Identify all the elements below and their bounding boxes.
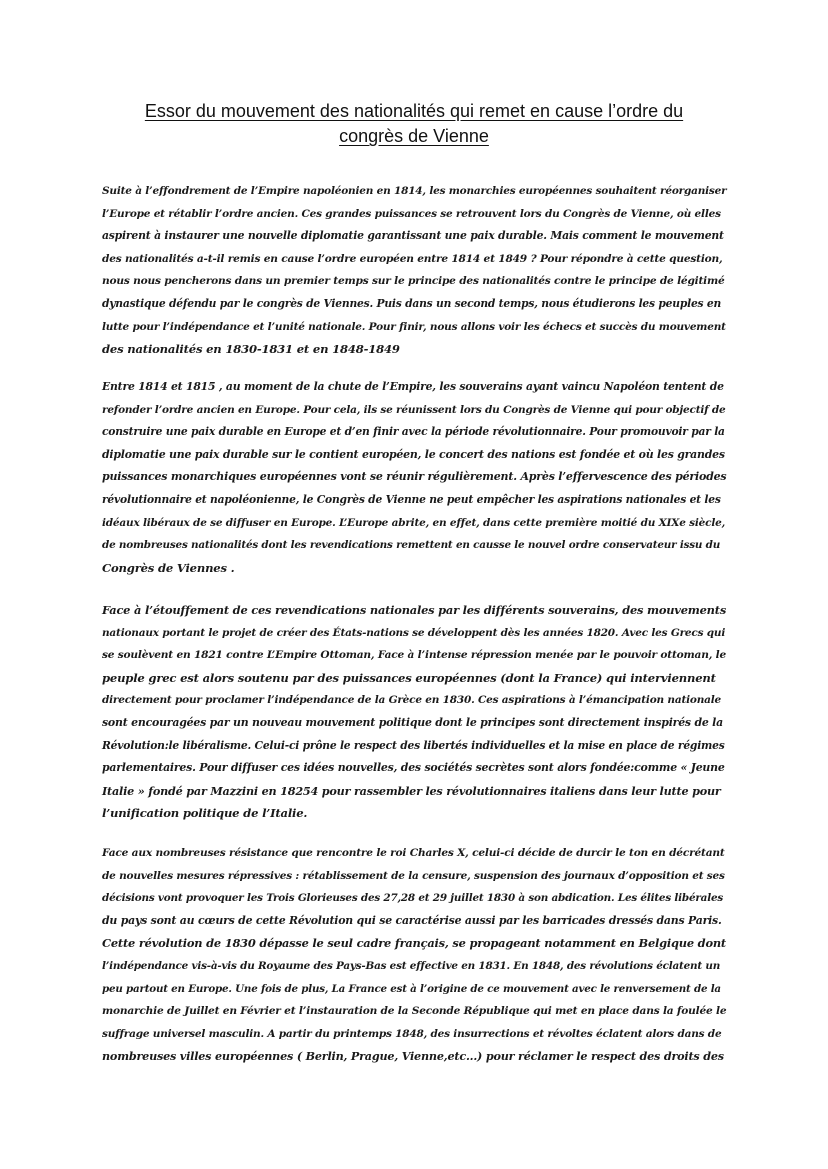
page-title: [100, 99, 728, 149]
text-line: décisions vont provoquer les Trois Glorieuses des 27,28 et 29 juillet 1830 à son abdication. Les élites libérales: [102, 892, 723, 905]
text-line: des nationalités a-t-il remis en cause l’ordre européen entre 1814 et 1849 ? Pour répondre à cette question,: [102, 252, 723, 265]
text-line: Congrès de Viennes .: [102, 560, 235, 575]
text-line: aspirent à instaurer une nouvelle diplomatie garantissant une paix durable. Mais comment le mouvement: [102, 229, 724, 243]
text-line: Cette révolution de 1830 dépasse le seul cadre français, se propageant notamment en Belgique dont: [102, 936, 726, 951]
text-line: idéaux libéraux de se diffuser en Europe. L’Europe abrite, en effet, dans cette première moitié du XIXe siècle,: [102, 516, 726, 529]
paragraph-introduction: [102, 180, 726, 361]
text-line: Face aux nombreuses résistance que rencontre le roi Charles X, celui-ci décide de durcir le ton en décrétant: [102, 847, 725, 859]
text-line: sont encouragées par un nouveau mouvement politique dont le principes sont directement inspirés de la: [102, 715, 723, 729]
text-line: Italie » fondé par Mazzini en 18254 pour rassembler les révolutionnaires italiens dans leur lutte pour: [102, 783, 721, 798]
text-line: se soulèvent en 1821 contre L’Empire Ottoman, Face à l’intense répression menée par le pouvoir ottoman, le: [102, 649, 727, 662]
text-line: l’unification politique de l’Italie.: [102, 806, 308, 821]
paragraph-mouvements-nationaux: [102, 599, 726, 825]
text-line: des nationalités en 1830-1831 et en 1848-1849: [102, 342, 400, 357]
text-line: Face à l’étouffement de ces revendications nationales par les différents souverains, des mouvements: [102, 603, 727, 617]
text-line: construire une paix durable en Europe et d’en finir avec la période révolutionnaire. Pour promouvoir par la: [102, 425, 725, 439]
text-line: directement pour proclamer l’indépendance de la Grèce en 1830. Ces aspirations à l’émancipation nationale: [102, 694, 722, 707]
text-line: nombreuses villes européennes ( Berlin, Prague, Vienne,etc...) pour réclamer le respect des droits des: [102, 1049, 724, 1064]
text-line: Suite à l’effondrement de l’Empire napoléonien en 1814, les monarchies européennes souhaitent réorganiser: [102, 185, 727, 197]
text-line: l’indépendance vis-à-vis du Royaume des Pays-Bas est effective en 1831. En 1848, des révolutions éclatent un: [102, 959, 721, 972]
paragraph-congres-vienne: [102, 376, 726, 579]
title-line-2: congrès de Vienne: [339, 126, 489, 146]
text-line: refonder l’ordre ancien en Europe. Pour cela, ils se réunissent lors du Congrès de Vienne qui pour objectif de: [102, 403, 726, 416]
text-line: de nouvelles mesures répressives : rétablissement de la censure, suspension des journaux d’opposition et ses: [102, 869, 725, 882]
text-line: peuple grec est alors soutenu par des puissances européennes (dont la France) qui interviennent: [102, 670, 716, 685]
title-line-1: Essor du mouvement des nationalités qui remet en cause l’ordre du: [144, 101, 684, 121]
text-line: Entre 1814 et 1815 , au moment de la chute de l’Empire, les souverains ayant vaincu Napoléon tentent de: [102, 380, 724, 393]
text-line: monarchie de Juillet en Février et l’instauration de la Seconde République qui met en place dans la foulée le: [102, 1005, 727, 1018]
paragraph-revolutions: [102, 842, 726, 1068]
text-line: diplomatie une paix durable sur le contient européen, le concert des nations est fondée et où les grandes: [102, 447, 725, 461]
text-line: nous nous pencherons dans un premier temps sur le principe des nationalités contre le principe de légitimé: [102, 275, 725, 288]
text-line: du pays sont au cœurs de cette Révolution qui se caractérise aussi par les barricades dressés dans Paris.: [102, 913, 722, 927]
text-line: l’Europe et rétablir l’ordre ancien. Ces grandes puissances se retrouvent lors du Congrès de Vienne, où elles: [102, 207, 721, 220]
text-line: nationaux portant le projet de créer des États-nations se développent dès les années 1820. Avec les Grecs qui: [102, 626, 726, 639]
text-line: peu partout en Europe. Une fois de plus, La France est à l’origine de ce mouvement avec le renversement de la: [102, 982, 721, 995]
text-line: de nombreuses nationalités dont les revendications remettent en causse le nouvel ordre conservateur issu du: [102, 539, 721, 552]
text-line: lutte pour l’indépendance et l’unité nationale. Pour finir, nous allons voir les échecs et succès du mouvement: [102, 320, 726, 333]
text-line: parlementaires. Pour diffuser ces idées nouvelles, des sociétés secrètes sont alors fondée:comme « Jeune: [102, 761, 725, 775]
text-line: Révolution:le libéralisme. Celui-ci prône le respect des libertés individuelles et la mise en place de régimes: [102, 738, 725, 752]
text-line: puissances monarchiques européennes vont se réunir régulièrement. Après l’effervescence des périodes: [102, 470, 727, 484]
text-line: suffrage universel masculin. A partir du printemps 1848, des insurrections et révoltes éclatent alors dans de: [102, 1027, 722, 1040]
text-line: révolutionnaire et napoléonienne, le Congrès de Vienne ne peut empêcher les aspirations nationales et les: [102, 492, 721, 506]
text-line: dynastique défendu par le congrès de Viennes. Puis dans un second temps, nous étudierons les peuples en: [102, 296, 722, 310]
